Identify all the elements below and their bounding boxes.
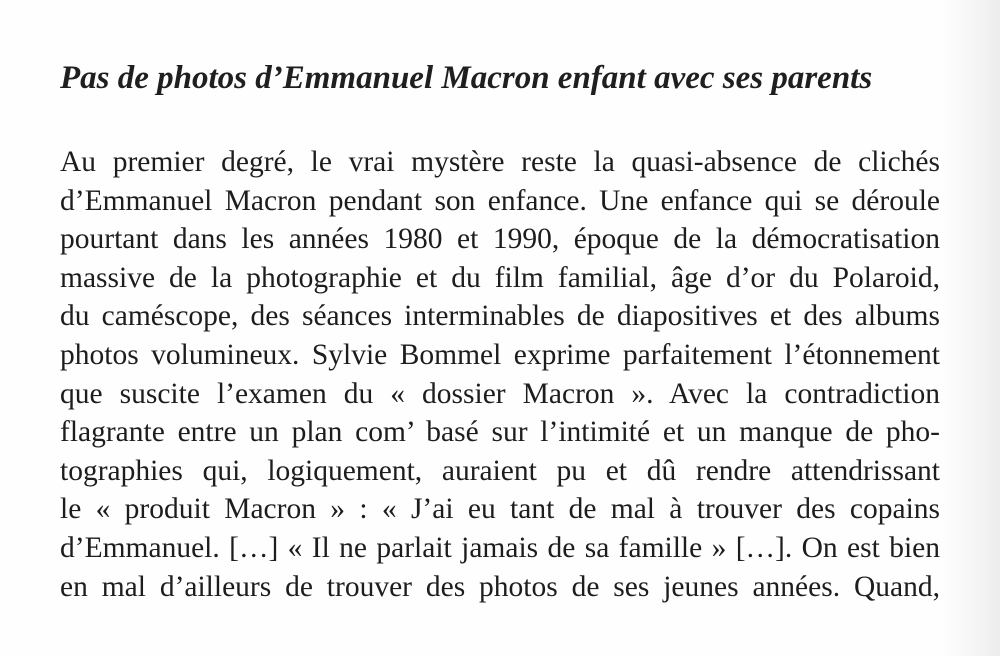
body-paragraph [60,143,940,606]
paragraph-line: d’Emmanuel. […] « Il ne parlait jamais de sa famille » […]. On est bien [60,531,940,564]
paragraph-line: massive de la photographie et du film familial, âge d’or du Polaroid, [60,261,940,294]
paragraph-line: d’Emmanuel Macron pendant son enfance. Une enfance qui se déroule [60,184,940,217]
paragraph-line: flagrante entre un plan com’ basé sur l’intimité et un manque de pho- [60,416,940,449]
paragraph-line: Au premier degré, le vrai mystère reste la quasi-absence de clichés [60,146,940,178]
paragraph-line: que suscite l’examen du « dossier Macron ». Avec la contradiction [60,377,940,410]
page-edge-shadow [940,0,1000,656]
section-heading: Pas de photos d’Emmanuel Macron enfant avec ses parents [60,60,873,96]
paragraph-line: du caméscope, des séances interminables de diapositives et des albums [60,300,940,333]
paragraph-line: photos volumineux. Sylvie Bommel exprime parfaitement l’étonnement [60,338,940,371]
paragraph-line: tographies qui, logiquement, auraient pu et dû rendre attendrissant [60,454,940,487]
paragraph-line: le « produit Macron » : « J’ai eu tant de mal à trouver des copains [60,493,940,526]
paragraph-line: en mal d’ailleurs de trouver des photos de ses jeunes années. Quand, [60,570,940,603]
paragraph-line: pourtant dans les années 1980 et 1990, époque de la démocratisation [60,223,940,256]
